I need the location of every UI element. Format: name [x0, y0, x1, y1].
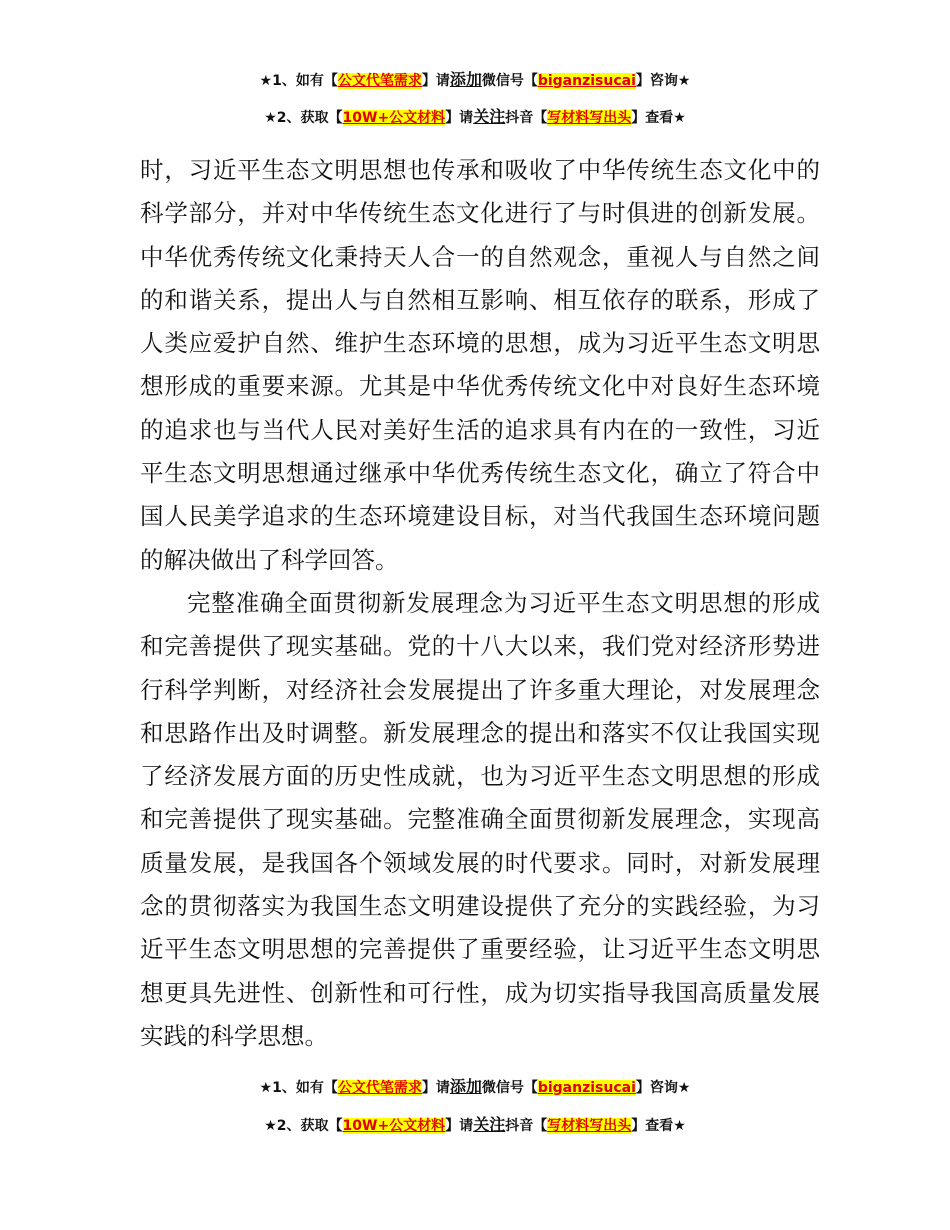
- header-ad-line-1-prefix: ★1、如有【: [259, 73, 338, 89]
- footer-douyin-account-highlight: 写材料写出头: [547, 1118, 632, 1134]
- header-ad-line-1-wechat-label: 微信号【: [481, 73, 538, 89]
- footer-ad-line-1-suffix: 】咨询★: [635, 1080, 691, 1096]
- paragraph-2: 完整准确全面贯彻新发展理念为习近平生态文明思想的形成和完善提供了现实基础。党的十八大以来，我们党对经济形势进行科学判断，对经济社会发展提出了许多重大理论，对发展理念和思路作出及时调整。新发展理念的提出和落实不仅让我国实现了经济发展方面的历史性成就，也为习近平生态文明思想的形成和完善提供了现实基础。完整准确全面贯彻新发展理念，实现高质量发展，是我国各个领域发展的时代要求。同时，对新发展理念的贯彻落实为我国生态文明建设提供了充分的实践经验，为习近平生态文明思想的完善提供了重要经验，让习近平生态文明思想更具先进性、创新性和可行性，成为切实指导我国高质量发展实践的科学思想。: [140, 588, 820, 1050]
- header-ad-line-2-prefix: ★2、获取【: [264, 110, 343, 126]
- materials-highlight: 10W+公文材料: [342, 110, 446, 126]
- follow-emphasis: 关注: [473, 107, 506, 126]
- footer-follow-emphasis: 关注: [473, 1115, 506, 1134]
- header-ad-line-2-douyin-label: 抖音【: [505, 110, 548, 126]
- footer-ad-line-1-prefix: ★1、如有【: [259, 1080, 338, 1096]
- footer-ad-line-2: [0, 1115, 950, 1136]
- header-ad-line-1-text: 】请: [421, 73, 450, 89]
- footer-ad-line-1-text: 】请: [421, 1080, 450, 1096]
- header-ad-line-1-suffix: 】咨询★: [635, 73, 691, 89]
- header-ad-line-2-text: 】请: [445, 110, 474, 126]
- footer-ad-line-2-suffix: 】查看★: [631, 1118, 686, 1134]
- footer-materials-highlight: 10W+公文材料: [342, 1118, 446, 1134]
- footer-ad-line-2-douyin-label: 抖音【: [505, 1118, 548, 1134]
- footer-ghostwriting-highlight: 公文代笔需求: [337, 1080, 422, 1096]
- header-ad-line-1: [0, 70, 950, 91]
- header-ad-line-2: [0, 107, 950, 128]
- footer-ad-line-2-text: 】请: [445, 1118, 474, 1134]
- document-body: [140, 149, 820, 1058]
- footer-ad-line-1: [0, 1077, 950, 1098]
- header-ad-line-2-suffix: 】查看★: [631, 110, 686, 126]
- paragraph-1: 时，习近平生态文明思想也传承和吸收了中华传统生态文化中的科学部分，并对中华传统生态文化进行了与时俱进的创新发展。中华优秀传统文化秉持天人合一的自然观念，重视人与自然之间的和谐关系，提出人与自然相互影响、相互依存的联系，形成了人类应爱护自然、维护生态环境的思想，成为习近平生态文明思想形成的重要来源。尤其是中华优秀传统文化中对良好生态环境的追求也与当代人民对美好生活的追求具有内在的一致性，习近平生态文明思想通过继承中华优秀传统生态文化，确立了符合中国人民美学追求的生态环境建设目标，对当代我国生态环境问题的解决做出了科学回答。: [140, 156, 820, 574]
- footer-ad-line-1-wechat-label: 微信号【: [481, 1080, 538, 1096]
- ghostwriting-highlight: 公文代笔需求: [337, 73, 422, 89]
- add-emphasis: 添加: [449, 70, 482, 89]
- wechat-id-highlight: biganzisucai: [537, 73, 636, 89]
- footer-wechat-id-highlight: biganzisucai: [537, 1080, 636, 1096]
- douyin-account-highlight: 写材料写出头: [547, 110, 632, 126]
- footer-add-emphasis: 添加: [449, 1077, 482, 1096]
- footer-ad-line-2-prefix: ★2、获取【: [264, 1118, 343, 1134]
